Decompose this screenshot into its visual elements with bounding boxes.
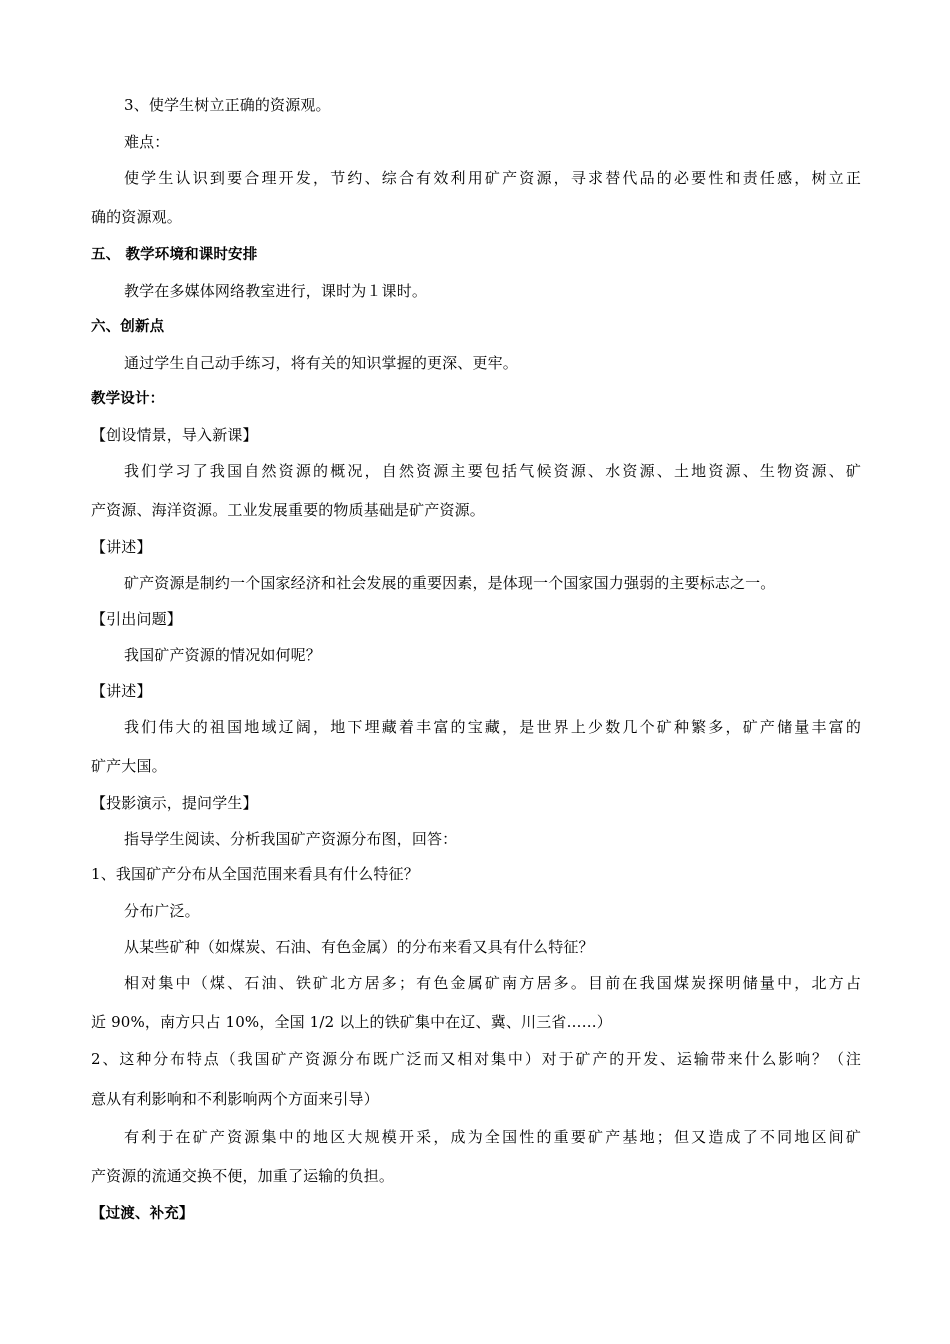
bracket-heading-transition: 【过渡、补充】 bbox=[91, 1206, 194, 1222]
section-6-text: 通过学生自己动手练习，将有关的知识掌握的更深、更牢。 bbox=[124, 354, 518, 372]
projection-text: 指导学生阅读、分析我国矿产资源分布图，回答： bbox=[124, 830, 458, 848]
difficulty-text-line-1: 使学生认识到要合理开发，节约、综合有效利用矿产资源，寻求替代品的必要性和责任感，树立正 bbox=[124, 169, 861, 187]
difficulty-heading: 难点： bbox=[124, 133, 170, 151]
teaching-design-heading: 教学设计： bbox=[91, 391, 165, 407]
answer-2-line-2: 产资源的流通交换不便，加重了运输的负担。 bbox=[91, 1167, 395, 1185]
section-6-heading: 六、创新点 bbox=[91, 319, 165, 335]
question-1: 1、我国矿产分布从全国范围来看具有什么特征？ bbox=[91, 865, 419, 883]
question-2-line-1: 2、这种分布特点（我国矿产资源分布既广泛而又相对集中）对于矿产的开发、运输带来什么影响？（注 bbox=[91, 1050, 861, 1068]
bracket-heading-question: 【引出问题】 bbox=[91, 610, 182, 628]
question-text: 我国矿产资源的情况如何呢？ bbox=[124, 646, 321, 664]
question-2-line-2: 意从有利影响和不利影响两个方面来引导） bbox=[91, 1090, 379, 1108]
bracket-heading-narrate-1: 【讲述】 bbox=[91, 538, 152, 556]
bracket-heading-narrate-2: 【讲述】 bbox=[91, 682, 152, 700]
answer-1b-line-1: 相对集中（煤、石油、铁矿北方居多；有色金属矿南方居多。目前在我国煤炭探明储量中，北方占 bbox=[124, 974, 861, 992]
bracket-heading-projection: 【投影演示，提问学生】 bbox=[91, 794, 258, 812]
answer-1a: 分布广泛。 bbox=[124, 902, 200, 920]
objective-3: 3、使学生树立正确的资源观。 bbox=[124, 96, 331, 114]
section-5-heading: 五、 教学环境和课时安排 bbox=[91, 247, 258, 263]
intro-text-line-2: 产资源、海洋资源。工业发展重要的物质基础是矿产资源。 bbox=[91, 501, 485, 519]
narrate-2-text-line-2: 矿产大国。 bbox=[91, 757, 167, 775]
answer-2-line-1: 有利于在矿产资源集中的地区大规模开采，成为全国性的重要矿产基地；但又造成了不同地区间矿 bbox=[124, 1128, 861, 1146]
difficulty-text-line-2: 确的资源观。 bbox=[91, 208, 182, 226]
section-5-text: 教学在多媒体网络教室进行，课时为１课时。 bbox=[124, 282, 428, 300]
narrate-1-text: 矿产资源是制约一个国家经济和社会发展的重要因素，是体现一个国家国力强弱的主要标志之一。 bbox=[124, 574, 776, 592]
question-1b: 从某些矿种（如煤炭、石油、有色金属）的分布来看又具有什么特征？ bbox=[124, 938, 594, 956]
intro-text-line-1: 我们学习了我国自然资源的概况，自然资源主要包括气候资源、水资源、土地资源、生物资源、矿 bbox=[124, 462, 861, 480]
bracket-heading-intro: 【创设情景，导入新课】 bbox=[91, 426, 258, 444]
answer-1b-line-2: 近 90%，南方只占 10%，全国 1/2 以上的铁矿集中在辽、冀、川三省……） bbox=[91, 1013, 612, 1031]
narrate-2-text-line-1: 我们伟大的祖国地域辽阔，地下埋藏着丰富的宝藏，是世界上少数几个矿种繁多，矿产储量丰富的 bbox=[124, 718, 861, 736]
